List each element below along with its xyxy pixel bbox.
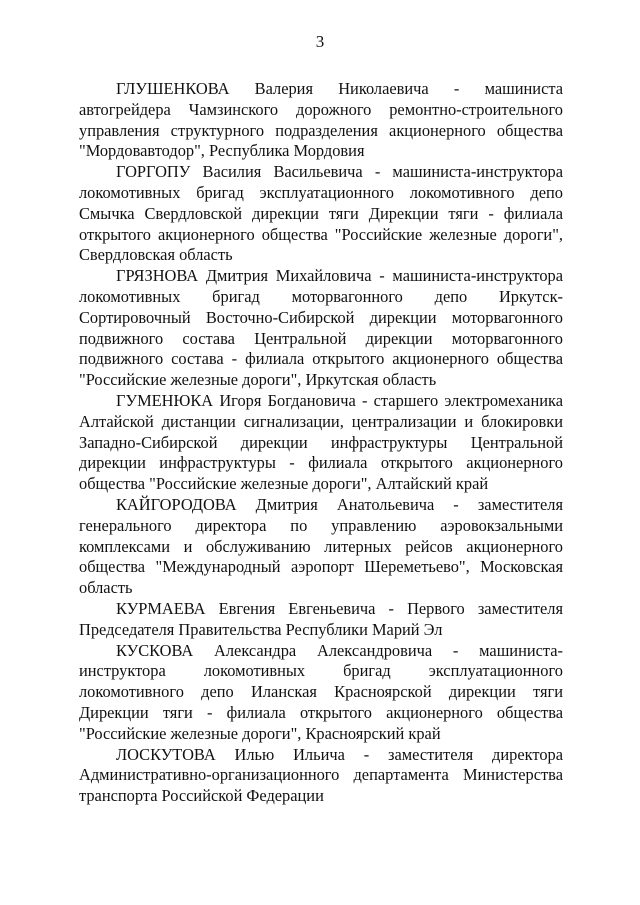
award-list xyxy=(79,79,563,807)
award-entry-gorgopu: ГОРГОПУ Василия Васильевича - машиниста-инструктора локомотивных бригад эксплуатационного локомотивного депо Смычка Свердловской дирекции тяги Дирекции тяги - филиала открытого акционерного общества "Российские железные дороги", Свердловская область xyxy=(79,162,563,265)
award-entry-gryaznov: ГРЯЗНОВА Дмитрия Михайловича - машиниста-инструктора локомотивных бригад моторвагонного депо Иркутск-Сортировочный Восточно-Сибирской дирекции моторвагонного подвижного состава Центральной дирекции моторвагонного подвижного состава - филиала открытого акционерного общества "Российские железные дороги", Иркутская область xyxy=(79,266,563,390)
award-entry-glushenkov: ГЛУШЕНКОВА Валерия Николаевича - машиниста автогрейдера Чамзинского дорожного ремонтно-строительного управления структурного подразделения акционерного общества "Мордовавтодор", Республика Мордовия xyxy=(79,79,563,161)
award-entry-loskutov: ЛОСКУТОВА Илью Ильича - заместителя директора Административно-организационного департамента Министерства транспорта Российской Федерации xyxy=(79,744,563,806)
award-entry-kurmaev: КУРМАЕВА Евгения Евгеньевича - Первого заместителя Председателя Правительства Республики Марий Эл xyxy=(79,598,563,639)
award-entry-kuskov: КУСКОВА Александра Александровича - машиниста-инструктора локомотивных бригад эксплуатационного локомотивного депо Иланская Красноярской дирекции тяги Дирекции тяги - филиала открытого акционерного общества "Российские железные дороги", Красноярский край xyxy=(79,640,563,743)
page-number: 3 xyxy=(315,32,325,51)
award-entry-gumenyuk: ГУМЕНЮКА Игоря Богдановича - старшего электромеханика Алтайской дистанции сигнализации, централизации и блокировки Западно-Сибирской дирекции инфраструктуры Центральной дирекции инфраструктуры - филиала открытого акционерного общества "Российские железные дороги", Алтайский край xyxy=(79,390,563,494)
award-entry-kaygorodov: КАЙГОРОДОВА Дмитрия Анатольевича - заместителя генерального директора по управлению аэровокзальными комплексами и обслуживанию литерных рейсов акционерного общества "Международный аэропорт Шереметьево", Московская область xyxy=(79,494,563,598)
